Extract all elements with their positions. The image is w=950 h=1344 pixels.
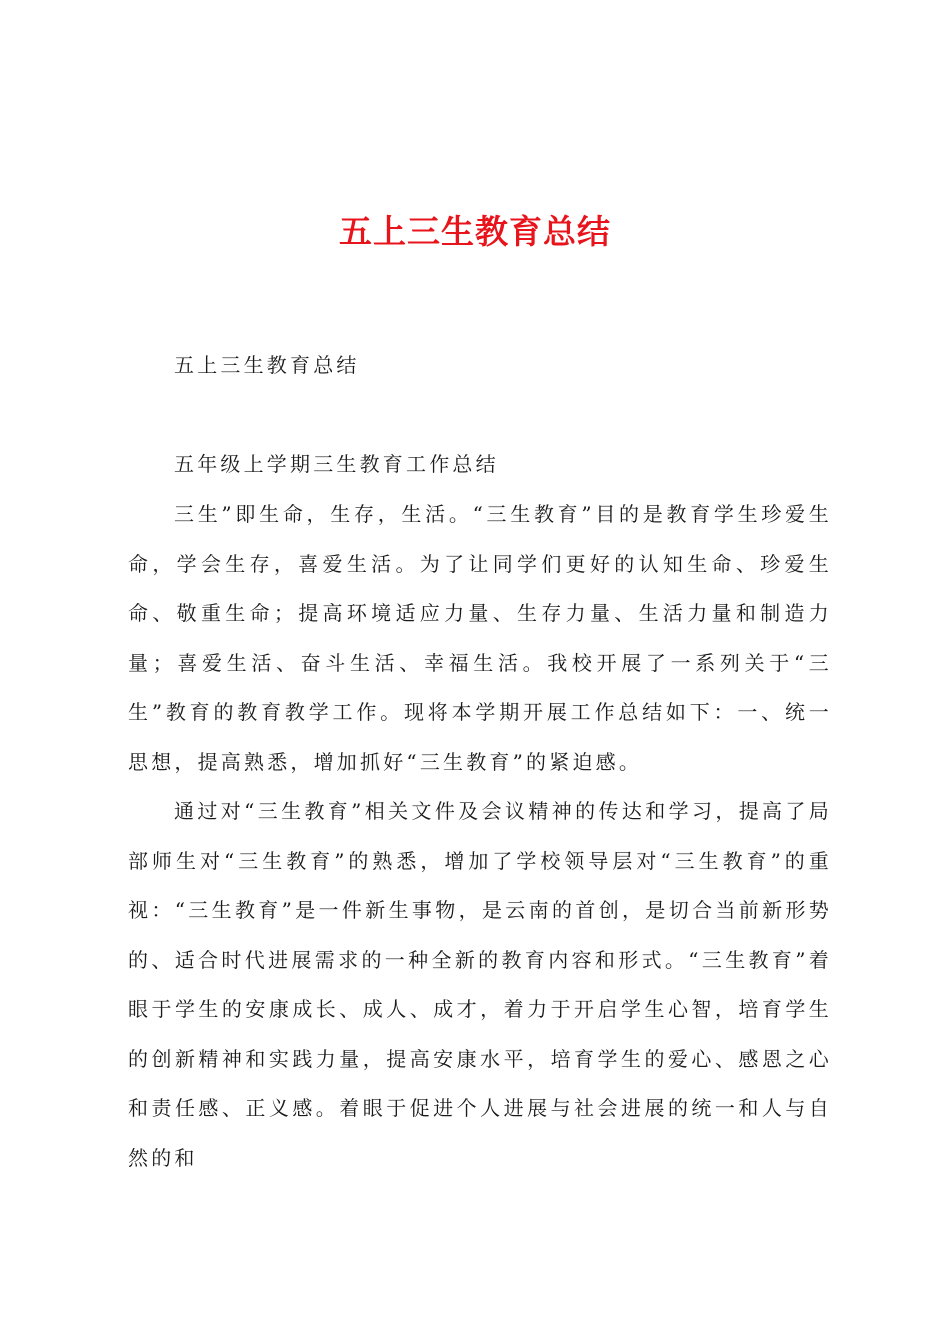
paragraph-2: 通过对“三生教育”相关文件及会议精神的传达和学习，提高了局部师生对“三生教育”的熟悉，增加了学校领导层对“三生教育”的重视：“三生教育”是一件新生事物，是云南的首创，是切合当前新形势的、适合时代进展需求的一种全新的教育内容和形式。“三生教育”着眼于学生的安康成长、成人、成才，着力于开启学生心智，培育学生的创新精神和实践力量，提高安康水平，培育学生的爱心、感恩之心和责任感、正义感。着眼于促进个人进展与社会进展的统一和人与自然的和 — [128, 799, 832, 1170]
paragraph-1: 三生”即生命，生存，生活。“三生教育”目的是教育学生珍爱生命，学会生存，喜爱生活。为了让同学们更好的认知生命、珍爱生命、敬重生命；提高环境适应力量、生存力量、生活力量和制造力量；喜爱生活、奋斗生活、幸福生活。我校开展了一系列关于“三生”教育的教育教学工作。现将本学期开展工作总结如下：一、统一思想，提高熟悉，增加抓好“三生教育”的紧迫感。 — [128, 502, 832, 774]
document-subtitle: 五上三生教育总结 — [174, 353, 360, 377]
section-heading: 五年级上学期三生教育工作总结 — [174, 452, 499, 476]
document-title: 五上三生教育总结 — [339, 212, 611, 251]
